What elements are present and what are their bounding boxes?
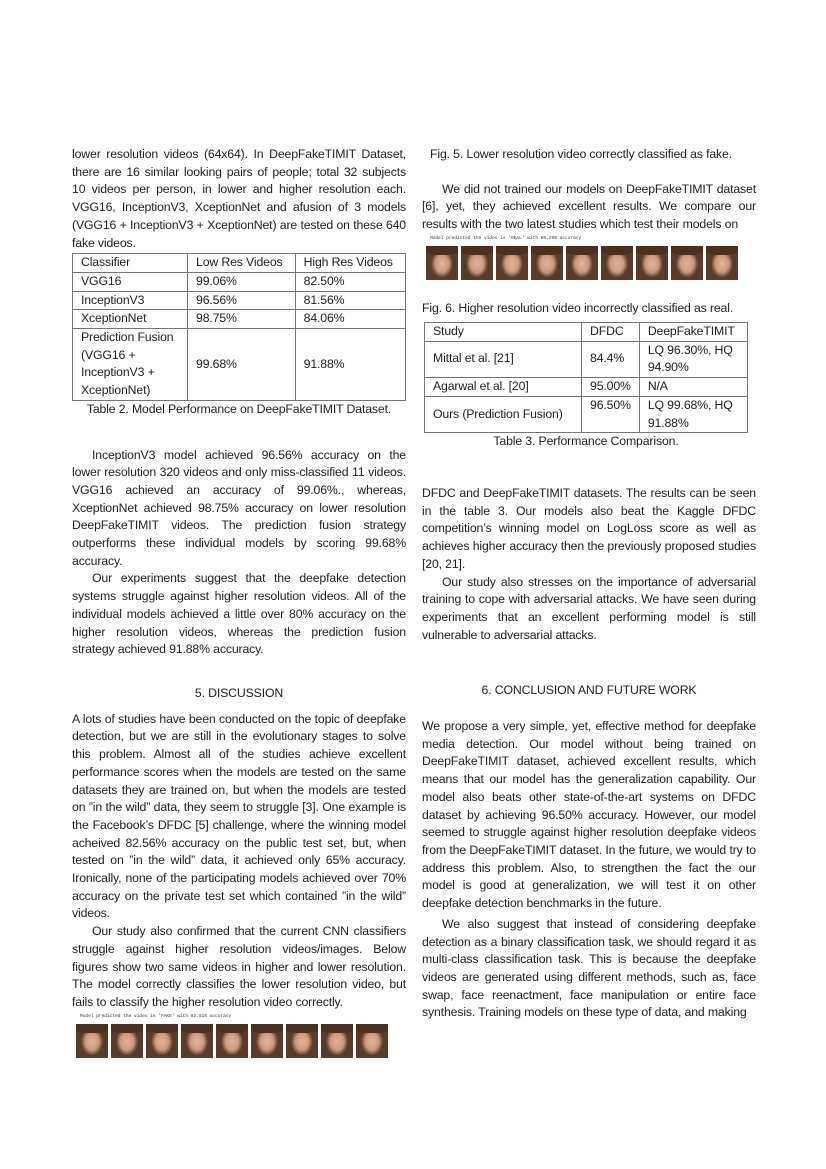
cell: 96.56% bbox=[188, 291, 296, 310]
face-frame-image bbox=[356, 1024, 388, 1058]
cell: VGG16 bbox=[73, 272, 188, 291]
left-paragraph-2 bbox=[72, 447, 406, 659]
face-frame-image bbox=[251, 1024, 283, 1058]
table-caption: Table 3. Performance Comparison. bbox=[493, 434, 679, 449]
face-frame-image bbox=[426, 246, 458, 280]
face-frame-image bbox=[671, 246, 703, 280]
table-row bbox=[73, 310, 406, 329]
figure-6-caption: Fig. 6. Higher resolution video incorrectly classified as real. bbox=[422, 300, 734, 315]
video-frames bbox=[426, 246, 756, 280]
cell: 91.88% bbox=[295, 329, 405, 401]
cell: LQ 99.68%, HQ 91.88% bbox=[639, 396, 747, 432]
face-frame-image bbox=[111, 1024, 143, 1058]
face-frame-image bbox=[601, 246, 633, 280]
figure-5 bbox=[76, 1014, 406, 1058]
cell: 99.06% bbox=[188, 272, 296, 291]
left-column bbox=[72, 146, 406, 1058]
cell: 81.56% bbox=[295, 291, 405, 310]
paragraph-text: Our study also confirmed that the current CNN classifiers struggle against higher resolution videos/images. Below figures show two same videos in higher and lower resolution. The model correctly classifies the lower resolution video, but fails to classify the higher resolution video correctly. bbox=[72, 924, 406, 1009]
cell: InceptionV3 bbox=[73, 291, 188, 310]
face-frame-image bbox=[321, 1024, 353, 1058]
right-paragraph-1: We did not trained our models on DeepFakeTIMIT dataset [6], yet, they achieved excellent results. We compare our results with the two latest studies which test their models on bbox=[422, 181, 756, 232]
video-frames bbox=[76, 1024, 406, 1058]
face-frame-image bbox=[146, 1024, 178, 1058]
table-header: DeepFakeTIMIT bbox=[639, 322, 747, 341]
table-row bbox=[73, 291, 406, 310]
face-frame-image bbox=[636, 246, 668, 280]
right-paragraph-2 bbox=[422, 485, 756, 644]
figure-overlay-text: Model predicted the video is 'REAL' with 65.29% accuracy bbox=[430, 235, 582, 241]
figure-6 bbox=[426, 236, 756, 280]
section-heading-conclusion: 6. CONCLUSION AND FUTURE WORK bbox=[481, 683, 697, 698]
cell: LQ 96.30%, HQ 94.90% bbox=[639, 341, 747, 377]
table-header: DFDC bbox=[582, 322, 640, 341]
table-row bbox=[425, 377, 748, 396]
paragraph-text: Our study also stresses on the importance of adversarial training to cope with adversarial attacks. We have seen during experiments that an excellent performing model is still vulnerable to adversarial attacks. bbox=[422, 574, 756, 642]
paragraph-text: DFDC and DeepFakeTIMIT datasets. The results can be seen in the table 3. Our models also beat the Kaggle DFDC competition’s winning model on LogLoss score as well as achieves higher accuracy then the previously proposed studies [20, 21]. bbox=[422, 486, 756, 571]
table-row bbox=[73, 272, 406, 291]
face-frame-image bbox=[181, 1024, 213, 1058]
face-frame-image bbox=[496, 246, 528, 280]
paragraph-text: We propose a very simple, yet, effective method for deepfake media detection. Our model without being trained on DeepFakeTIMIT dataset, achieved excellent results, which means that our model has the generalization capability. Our model also beats other state-of-the-art systems on DFDC dataset by achieving 96.50% accuracy. However, our model seemed to struggle against higher resolution deepfake videos from the DeepFakeTIMIT dataset. In the future, we would try to address this problem. Also, to strengthen the fact the our model is good at generalization, we will test it on other deepfake detection benchmarks in the future. bbox=[422, 719, 756, 911]
face-frame-image bbox=[566, 246, 598, 280]
cell: Mittal et al. [21] bbox=[425, 341, 582, 377]
cell: XceptionNet bbox=[73, 310, 188, 329]
cell: Ours (Prediction Fusion) bbox=[425, 396, 582, 432]
face-frame-image bbox=[531, 246, 563, 280]
paragraph-text: We also suggest that instead of considering deepfake detection as a binary classification task, we should regard it as multi-class classification task. This is because the deepfake videos are generated using different methods, such as, face swap, face reenactment, face manipulation or entire face synthesis. Training models on these type of data, and making bbox=[422, 916, 756, 1020]
cell: 98.75% bbox=[188, 310, 296, 329]
table-header: Low Res Videos bbox=[188, 254, 296, 273]
right-paragraph-conclusion bbox=[422, 718, 756, 1022]
left-paragraph-1 bbox=[72, 146, 406, 252]
figure-overlay-text: Model predicted the video is 'FAKE' with 83.51% accuracy bbox=[80, 1013, 232, 1019]
cell: 96.50% bbox=[582, 396, 640, 432]
figure-5-caption: Fig. 5. Lower resolution video correctly classified as fake. bbox=[430, 147, 732, 161]
paragraph-text: lower resolution videos (64x64). In DeepFakeTIMIT Dataset, there are 16 similar looking pairs of people; total 32 subjects 10 videos per person, in lower and higher resolution each. VGG16, InceptionV3, XceptionNet and afusion of 3 models (VGG16 + InceptionV3 + XceptionNet) are tested on these 640 fake videos. bbox=[72, 147, 406, 250]
paragraph-text: InceptionV3 model achieved 96.56% accuracy on the lower resolution 320 videos and only miss-classified 11 videos. VGG16 achieved an accuracy of 99.06%., whereas, XceptionNet achieved 98.75% accuracy on lower resolution DeepFakeTIMIT videos. The prediction fusion strategy outperforms these individual models by scoring 99.68% accuracy. bbox=[72, 447, 406, 568]
face-frame-image bbox=[706, 246, 738, 280]
paragraph-text: Our experiments suggest that the deepfake detection systems struggle against higher resolution videos. All of the individual models achieved a little over 80% accuracy on the higher resolution videos, whereas the prediction fusion strategy achieved 91.88% accuracy. bbox=[72, 571, 406, 657]
face-frame-image bbox=[286, 1024, 318, 1058]
table-row bbox=[425, 341, 748, 377]
table-2 bbox=[72, 253, 406, 418]
cell: N/A bbox=[639, 377, 747, 396]
paragraph-text: A lots of studies have been conducted on the topic of deepfake detection, but we are still in the evolutionary stages to solve this problem. Almost all of the studies achieve excellent performance scores when the models are tested on the same datasets they are trained on, but when the models are tested on ”in the wild” data, they seem to struggle [3]. One example is the Facebook’s DFDC [5] challenge, where the winning model acheived 82.56% accuracy on the public test set, but, when tested on ”in the wild” data, it achieved only 65% accuracy. Ironically, none of the participating models achieved over 70% accuracy on the private test set which contained ”in the wild” videos. bbox=[72, 711, 406, 921]
cell: 99.68% bbox=[188, 329, 296, 401]
face-frame-image bbox=[461, 246, 493, 280]
cell: 95.00% bbox=[582, 377, 640, 396]
section-heading-discussion: 5. DISCUSSION bbox=[194, 685, 284, 700]
table-3 bbox=[424, 322, 748, 452]
cell: 84.06% bbox=[295, 310, 405, 329]
cell: Agarwal et al. [20] bbox=[425, 377, 582, 396]
table-row bbox=[425, 396, 748, 432]
table-header: Classifier bbox=[73, 254, 188, 273]
face-frame-image bbox=[216, 1024, 248, 1058]
cell: Prediction Fusion (VGG16 + InceptionV3 + XceptionNet) bbox=[73, 329, 188, 401]
right-column bbox=[422, 146, 756, 1022]
table-row bbox=[73, 329, 406, 401]
cell: 84.4% bbox=[582, 341, 640, 377]
table-header: High Res Videos bbox=[295, 254, 405, 273]
table-caption: Table 2. Model Performance on DeepFakeTIMIT Dataset. bbox=[86, 401, 392, 416]
cell: 82.50% bbox=[295, 272, 405, 291]
left-paragraph-discussion bbox=[72, 711, 406, 1012]
table-header: Study bbox=[425, 322, 582, 341]
face-frame-image bbox=[76, 1024, 108, 1058]
